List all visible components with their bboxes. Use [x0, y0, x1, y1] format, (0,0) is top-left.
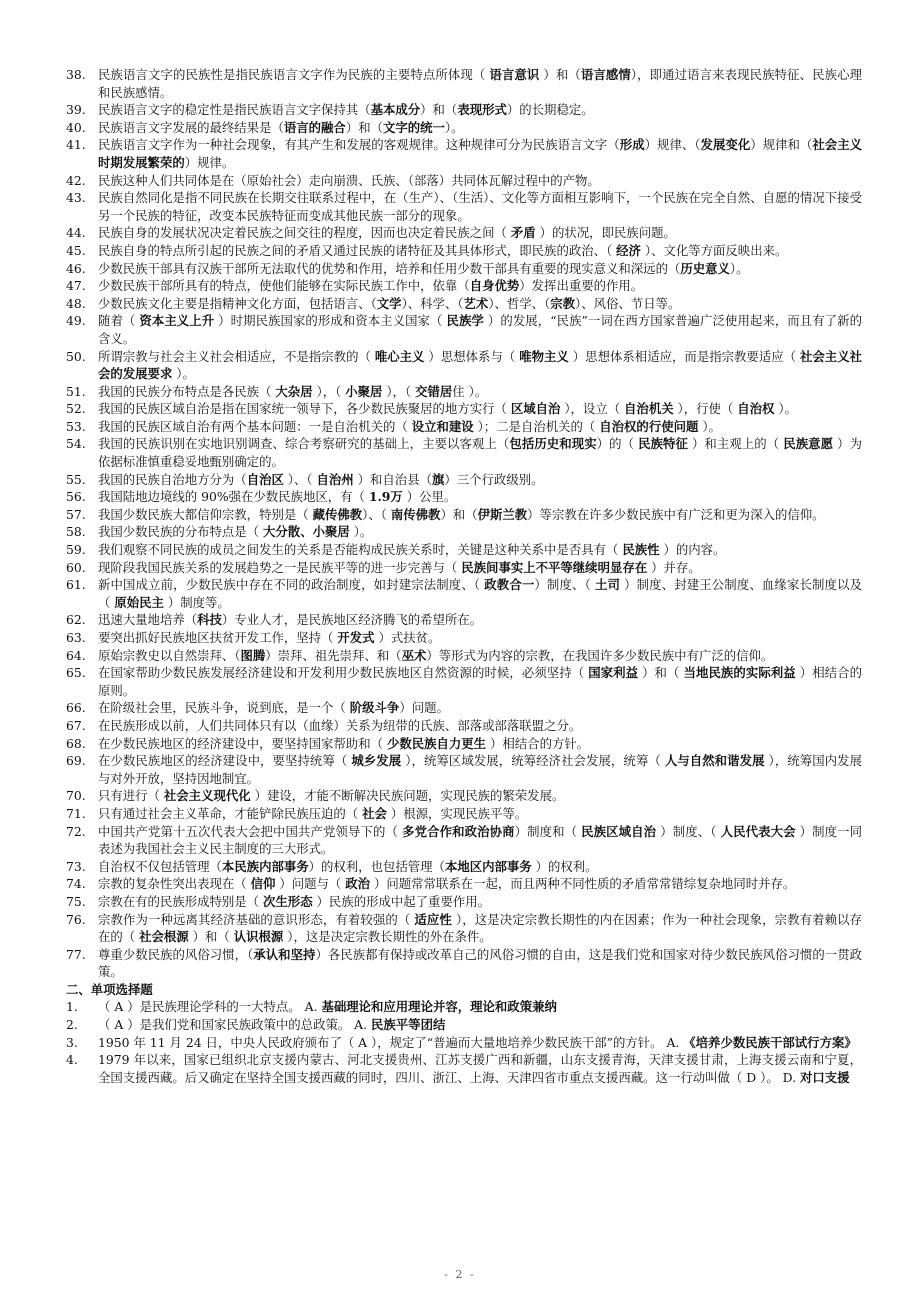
fill-item-number: 40.	[66, 119, 86, 135]
fill-item-number: 48.	[66, 295, 86, 311]
fill-item-text: 民族语言文字的民族性是指民族语言文字作为民族的主要特点所体现（ 语言意识 ）和（语言感情），即通过语言来表现民族特征、民族心理和民族感情。	[98, 67, 862, 100]
fill-item	[66, 172, 862, 190]
fill-item	[66, 735, 862, 753]
fill-item-number: 61.	[66, 577, 86, 593]
fill-in-list	[66, 66, 862, 981]
fill-item-text: 所谓宗教与社会主义社会相适应，不是指宗教的（ 唯心主义 ）思想体系与（ 唯物主义 ）思想体系相适应，而是指宗教要适应（ 社会主义社会的发展要求 ）。	[98, 348, 863, 382]
fill-item-number: 55.	[66, 471, 86, 487]
fill-item-text: 我国的民族区域自治是指在国家统一领导下，各少数民族聚居的地方实行（ 区域自治 ），设立（ 自治机关 ），行使（ 自治权 ）。	[98, 401, 797, 417]
mc-item-text: （ A ）是民族理论学科的一大特点。 A. 基础理论和应用理论并容，理论和政策兼纳	[98, 999, 557, 1015]
fill-item-number: 49.	[66, 313, 86, 329]
fill-item-number: 38.	[66, 67, 86, 82]
fill-item-text: 民族自身的特点所引起的民族之间的矛盾又通过民族的诸特征及其具体形式，即民族的政治、（ 经济 ）、文化等方面反映出来。	[98, 242, 788, 258]
fill-item-number: 52.	[66, 401, 86, 417]
fill-item-number: 75.	[66, 893, 86, 909]
fill-item-number: 72.	[66, 823, 86, 839]
fill-item-text: 我们观察不同民族的成员之间发生的关系是否能构成民族关系时，关键是这种关系中是否具有（ 民族性 ）的内容。	[98, 542, 726, 558]
fill-item-text: 随着（ 资本主义上升 ）时期民族国家的形成和资本主义国家（ 民族学 ）的发展，“民族”一词在西方国家普遍广泛使用起来，而且有了新的含义。	[98, 313, 863, 346]
fill-item	[66, 647, 862, 665]
fill-item	[66, 66, 862, 101]
fill-item-text: 在少数民族地区的经济建设中，要坚持统筹（ 城乡发展 ），统筹区域发展，统筹经济社会发展，统筹（ 人与自然和谐发展 ），统筹国内发展与对外开放，坚持因地制宜。	[98, 753, 863, 786]
fill-item-number: 76.	[66, 911, 86, 927]
fill-item	[66, 576, 862, 611]
fill-item-number: 60.	[66, 559, 86, 575]
fill-item-text: 我国少数民族大都信仰宗教，特别是（ 藏传佛教）、（ 南传佛教）和（伊斯兰教）等宗教在许多少数民族中有广泛和更为深入的信仰。	[98, 506, 825, 522]
fill-item	[66, 119, 862, 137]
fill-item	[66, 893, 862, 911]
fill-item	[66, 629, 862, 647]
fill-item-number: 44.	[66, 225, 86, 241]
fill-item-text: 宗教作为一种远离其经济基础的意识形态，有着较强的（ 适应性 ），这是决定宗教长期性的内在因素；作为一种社会现象，宗教有着赖以存在的（ 社会根源 ）和（ 认识根源 ），这是决定宗教长期性的外在条件。	[98, 911, 862, 945]
mc-item	[66, 1034, 862, 1052]
fill-item-text: 在阶级社会里，民族斗争，说到底，是一个（ 阶级斗争）问题。	[98, 700, 449, 716]
fill-item-number: 51.	[66, 383, 86, 399]
fill-item-number: 45.	[66, 242, 86, 258]
fill-item-text: 自治权不仅包括管理（本民族内部事务）的权利，也包括管理（本地区内部事务 ）的权利。	[98, 858, 598, 874]
fill-item-text: 我国的民族分布特点是各民族（ 大杂居 ），（ 小聚居 ），（ 交错居住 ）。	[98, 383, 488, 399]
fill-item-text: 我国的民族自治地方分为（自治区 ）、（ 自治州 ）和自治县（旗）三个行政级别。	[98, 471, 544, 487]
fill-item	[66, 435, 862, 470]
fill-item	[66, 471, 862, 489]
fill-item-number: 69.	[66, 753, 86, 769]
fill-item	[66, 699, 862, 717]
fill-item-text: 我国的民族区域自治有两个基本问题：一是自治机关的（ 设立和建设 ）；二是自治机关的（ 自治权的行使问题 ）。	[98, 418, 721, 434]
fill-item	[66, 717, 862, 735]
fill-item-text: 我国陆地边境线的 90%强在少数民族地区，有（ 1.9万 ）公里。	[98, 489, 457, 505]
fill-item	[66, 101, 862, 119]
fill-item-text: 原始宗教史以自然崇拜、（图腾）崇拜、祖先崇拜、和（巫术）等形式为内容的宗教，在我国许多少数民族中有广泛的信仰。	[98, 647, 774, 663]
fill-item-number: 59.	[66, 542, 86, 558]
fill-item-text: 民族语言文字发展的最终结果是（语言的融合）和（文字的统一）。	[98, 119, 464, 135]
fill-item	[66, 805, 862, 823]
fill-item-number: 63.	[66, 630, 86, 645]
mc-item-text: （ A ）是我们党和国家民族政策中的总政策。 A. 民族平等团结	[98, 1017, 446, 1033]
fill-item-number: 54.	[66, 436, 86, 452]
section-title: 二、单项选择题	[66, 981, 153, 997]
fill-item	[66, 858, 862, 876]
fill-item	[66, 611, 862, 629]
fill-item-text: 民族自然同化是指不同民族在长期交往联系过程中，在（生产）、（生活）、文化等方面相互影响下，一个民族在完全自然、自愿的情况下接受另一个民族的特征，改变本民族特征而变成其他民族一部分的现象。	[98, 190, 862, 223]
fill-item	[66, 488, 862, 506]
fill-item-text: 民族语言文字的稳定性是指民族语言文字保持其（基本成分）和（表现形式）的长期稳定。	[98, 102, 594, 118]
fill-item	[66, 523, 862, 541]
fill-item-number: 74.	[66, 876, 86, 892]
fill-item	[66, 295, 862, 313]
fill-item-text: 我国的民族识别在实地识别调查、综合考察研究的基础上，主要以客观上（包括历史和现实）的（ 民族特征 ）和主观上的（ 民族意愿 ）为依据标准慎重稳妥地甄别确定的。	[98, 436, 862, 470]
mc-item	[66, 998, 862, 1016]
mc-item-text: 1979 年以来，国家已组织北京支援内蒙古、河北支援贵州、江苏支援广西和新疆，山东支援青海，天津支援甘肃，上海支援云南和宁夏，全国支援西藏。后又确定在坚持全国支援西藏的同时，四川、浙江、上海、天津四省市重点支援西藏。这一行动叫做（ D ）。 D. 对口支援	[98, 1052, 862, 1085]
mc-item-number: 1.	[66, 999, 78, 1015]
mc-item-number: 4.	[66, 1052, 78, 1068]
fill-item-number: 56.	[66, 489, 86, 505]
fill-item	[66, 787, 862, 805]
fill-item-text: 在少数民族地区的经济建设中，要坚持国家帮助和（ 少数民族自力更生 ）相结合的方针。	[98, 735, 590, 751]
fill-item-number: 58.	[66, 524, 86, 540]
fill-item-text: 民族这种人们共同体是在（原始社会）走向崩溃、氏族、（部落）共同体瓦解过程中的产物。	[98, 172, 600, 188]
fill-item	[66, 752, 862, 787]
fill-item-text: 中国共产党第十五次代表大会把中国共产党领导下的（ 多党合作和政治协商）制度和（ 民族区域自治 ）制度、（ 人民代表大会 ）制度一同表述为我国社会主义民主制度的三大形式。	[98, 823, 863, 857]
fill-item-number: 68.	[66, 735, 86, 751]
fill-item-number: 66.	[66, 700, 86, 716]
fill-item	[66, 242, 862, 260]
fill-item-text: 少数民族干部具有汉族干部所无法取代的优势和作用，培养和任用少数干部具有重要的现实意义和深远的（历史意义）。	[98, 260, 749, 276]
fill-item	[66, 136, 862, 171]
fill-item	[66, 875, 862, 893]
fill-item-text: 我国少数民族的分布特点是（ 大分散、小聚居 ）。	[98, 524, 373, 540]
fill-item	[66, 559, 862, 577]
mc-item-number: 3.	[66, 1034, 78, 1050]
fill-item-number: 62.	[66, 612, 86, 628]
fill-item-text: 现阶段我国民族关系的发展趋势之一是民族平等的进一步完善与（ 民族间事实上不平等继续明显存在 ）并存。	[98, 559, 701, 575]
fill-item-number: 71.	[66, 805, 86, 821]
fill-item-number: 53.	[66, 418, 86, 434]
mc-item	[66, 1051, 862, 1086]
fill-item-text: 少数民族文化主要是指精神文化方面，包括语言、（文学）、科学、（艺术）、哲学、（宗教）、风俗、节日等。	[98, 295, 681, 311]
fill-item-text: 在国家帮助少数民族发展经济建设和开发利用少数民族地区自然资源的时候，必须坚持（ 国家利益 ）和（ 当地民族的实际利益 ）相结合的原则。	[98, 665, 862, 698]
fill-item	[66, 348, 862, 383]
fill-item-text: 宗教在有的民族形成特别是（ 次生形态 ）民族的形成中起了重要作用。	[98, 893, 491, 909]
fill-item	[66, 418, 862, 436]
fill-item	[66, 911, 862, 946]
fill-item-text: 在民族形成以前，人们共同体只有以（血缘）关系为纽带的氏族、部落或部落联盟之分。	[98, 717, 582, 733]
fill-item	[66, 260, 862, 278]
mc-item-text: 1950 年 11 月 24 日，中央人民政府颁布了（ A ），规定了“普遍而大量地培养少数民族干部”的方针。 A. 《培养少数民族干部试行方案》	[98, 1034, 857, 1050]
fill-item	[66, 277, 862, 295]
document-page	[66, 66, 862, 1086]
fill-item	[66, 541, 862, 559]
fill-item-number: 43.	[66, 190, 86, 206]
fill-item-text: 只有通过社会主义革命，才能铲除民族压迫的（ 社会 ）根源，实现民族平等。	[98, 805, 528, 821]
fill-item	[66, 400, 862, 418]
mc-item	[66, 1016, 862, 1034]
fill-item-number: 65.	[66, 665, 86, 681]
fill-item	[66, 506, 862, 524]
fill-item-number: 41.	[66, 137, 86, 153]
fill-item	[66, 383, 862, 401]
fill-item-text: 少数民族干部所具有的特点，使他们能够在实际民族工作中，依靠（自身优势）发挥出重要的作用。	[98, 278, 644, 294]
fill-item	[66, 189, 862, 224]
fill-item-number: 67.	[66, 717, 86, 733]
fill-item-number: 70.	[66, 788, 86, 804]
fill-item-text: 要突出抓好民族地区扶贫开发工作，坚持（ 开发式 ）式扶贫。	[98, 630, 441, 645]
fill-item-number: 39.	[66, 102, 86, 118]
fill-item-text: 迅速大量地培养（科技）专业人才，是民族地区经济腾飞的希望所在。	[98, 612, 483, 628]
fill-item-number: 50.	[66, 348, 86, 364]
fill-item-text: 新中国成立前，少数民族中存在不同的政治制度，如封建宗法制度、（ 政教合一）制度、（ 土司 ）制度、封建王公制度、血缘家长制度以及（ 原始民主 ）制度等。	[98, 577, 862, 610]
fill-item	[66, 224, 862, 242]
fill-item	[66, 946, 862, 981]
fill-item-text: 宗教的复杂性突出表现在（ 信仰 ）问题与（ 政治 ）问题常常联系在一起，而且两种不同性质的矛盾常常错综复杂地同时并存。	[98, 876, 796, 892]
page-number: - 2 -	[444, 1268, 476, 1281]
fill-item	[66, 823, 862, 858]
fill-item-number: 46.	[66, 260, 86, 276]
fill-item-number: 47.	[66, 278, 86, 294]
fill-item-number: 57.	[66, 506, 86, 522]
mc-item-number: 2.	[66, 1017, 78, 1033]
fill-item-number: 42.	[66, 172, 86, 188]
fill-item-number: 64.	[66, 647, 86, 663]
fill-item-text: 民族语言文字作为一种社会现象，有其产生和发展的客观规律。这种规律可分为民族语言文字（形成）规律、（发展变化）规律和（社会主义时期发展繁荣的）规律。	[98, 137, 863, 170]
multiple-choice-list	[66, 998, 862, 1086]
fill-item	[66, 664, 862, 699]
fill-item	[66, 312, 862, 347]
fill-item-text: 尊重少数民族的风俗习惯，（承认和坚持）各民族都有保持或改革自己的风俗习惯的自由，这是我们党和国家对待少数民族风俗习惯的一贯政策。	[98, 946, 863, 980]
fill-item-number: 77.	[66, 946, 86, 962]
fill-item-text: 只有进行（ 社会主义现代化 ）建设，才能不断解决民族问题，实现民族的繁荣发展。	[98, 788, 565, 804]
fill-item-text: 民族自身的发展状况决定着民族之间交往的程度，因而也决定着民族之间（ 矛盾 ）的状况，即民族问题。	[98, 225, 676, 241]
fill-item-number: 73.	[66, 858, 86, 874]
